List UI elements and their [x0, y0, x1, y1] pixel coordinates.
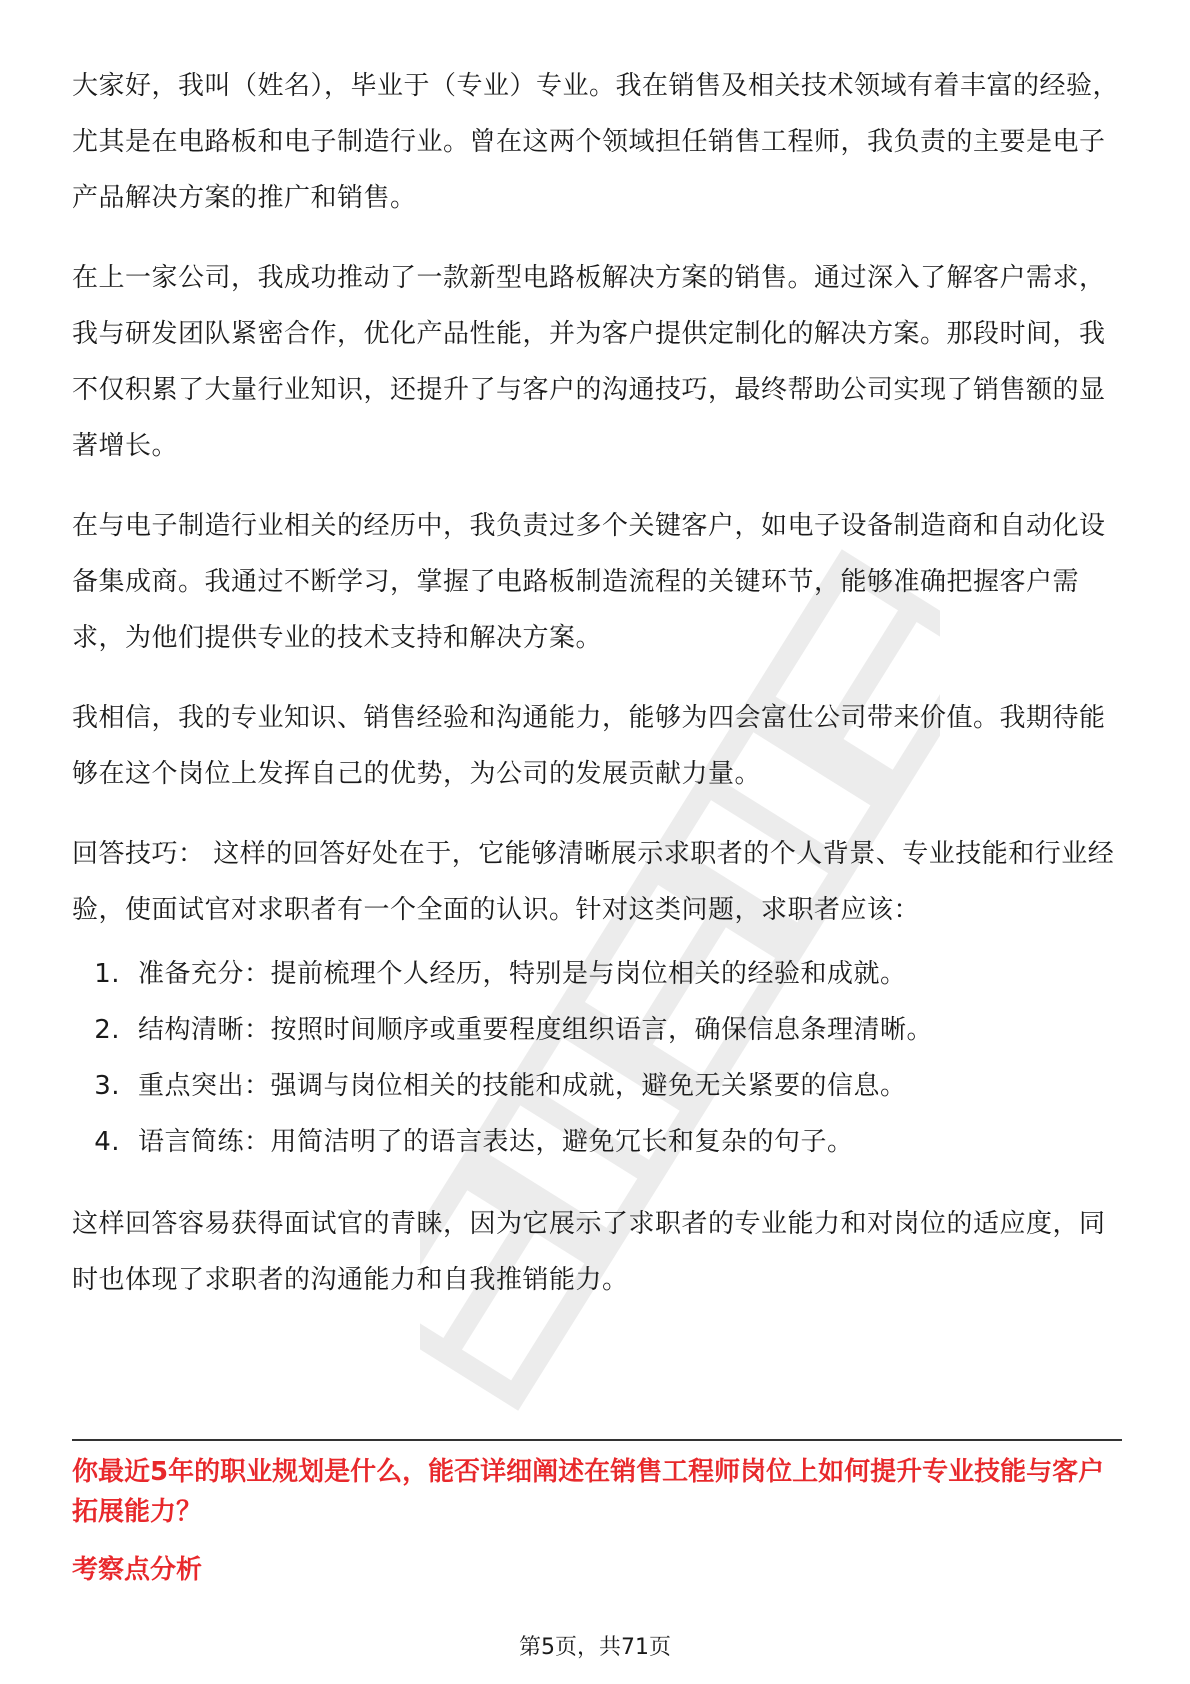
- page-number-footer: 第5页，共71页: [519, 1635, 671, 1660]
- list-text: 重点突出：强调与岗位相关的技能和成就，避免无关紧要的信息。: [138, 1071, 907, 1101]
- list-number: 4.: [94, 1127, 120, 1157]
- list-text: 结构清晰：按照时间顺序或重要程度组织语言，确保信息条理清晰。: [138, 1015, 934, 1045]
- list-item: [72, 946, 1122, 1002]
- tips-list: [72, 946, 1122, 1170]
- list-item: [72, 1058, 1122, 1114]
- industry-paragraph: 在与电子制造行业相关的经历中，我负责过多个关键客户，如电子设备制造商和自动化设备集成商。我通过不断学习，掌握了电路板制造流程的关键环节，能够准确把握客户需求，为他们提供专业的技术支持和解决方案。: [72, 511, 1106, 653]
- intro-paragraph: 大家好，我叫（姓名），毕业于（专业）专业。我在销售及相关技术领域有着丰富的经验，尤其是在电路板和电子制造行业。曾在这两个领域担任销售工程师，我负责的主要是电子产品解决方案的推广和销售。: [72, 71, 1120, 213]
- list-text: 准备充分：提前梳理个人经历，特别是与岗位相关的经验和成就。: [138, 959, 907, 989]
- answer-tips-paragraph: 回答技巧： 这样的回答好处在于，它能够清晰展示求职者的个人背景、专业技能和行业经验，使面试官对求职者有一个全面的认识。针对这类问题，求职者应该：: [72, 839, 1115, 925]
- analysis-subheading: 考察点分析: [72, 1555, 203, 1585]
- experience-paragraph: 在上一家公司，我成功推动了一款新型电路板解决方案的销售。通过深入了解客户需求，我与研发团队紧密合作，优化产品性能，并为客户提供定制化的解决方案。那段时间，我不仅积累了大量行业知识，还提升了与客户的沟通技巧，最终帮助公司实现了销售额的显著增长。: [72, 263, 1106, 461]
- summary-paragraph: 这样回答容易获得面试官的青睐，因为它展示了求职者的专业能力和对岗位的适应度，同时也体现了求职者的沟通能力和自我推销能力。: [72, 1209, 1106, 1295]
- closing-statement-paragraph: 我相信，我的专业知识、销售经验和沟通能力，能够为四会富仕公司带来价值。我期待能够在这个岗位上发挥自己的优势，为公司的发展贡献力量。: [72, 703, 1106, 789]
- list-number: 1.: [94, 959, 120, 989]
- list-text: 语言简练：用简洁明了的语言表达，避免冗长和复杂的句子。: [138, 1127, 854, 1157]
- list-item: [72, 1002, 1122, 1058]
- list-number: 3.: [94, 1071, 120, 1101]
- next-question-heading: 你最近5年的职业规划是什么，能否详细阐述在销售工程师岗位上如何提升专业技能与客户拓展能力？: [72, 1457, 1105, 1527]
- main-content: [72, 58, 1122, 1332]
- section-divider: [72, 1439, 1122, 1441]
- list-number: 2.: [94, 1015, 120, 1045]
- list-item: [72, 1114, 1122, 1170]
